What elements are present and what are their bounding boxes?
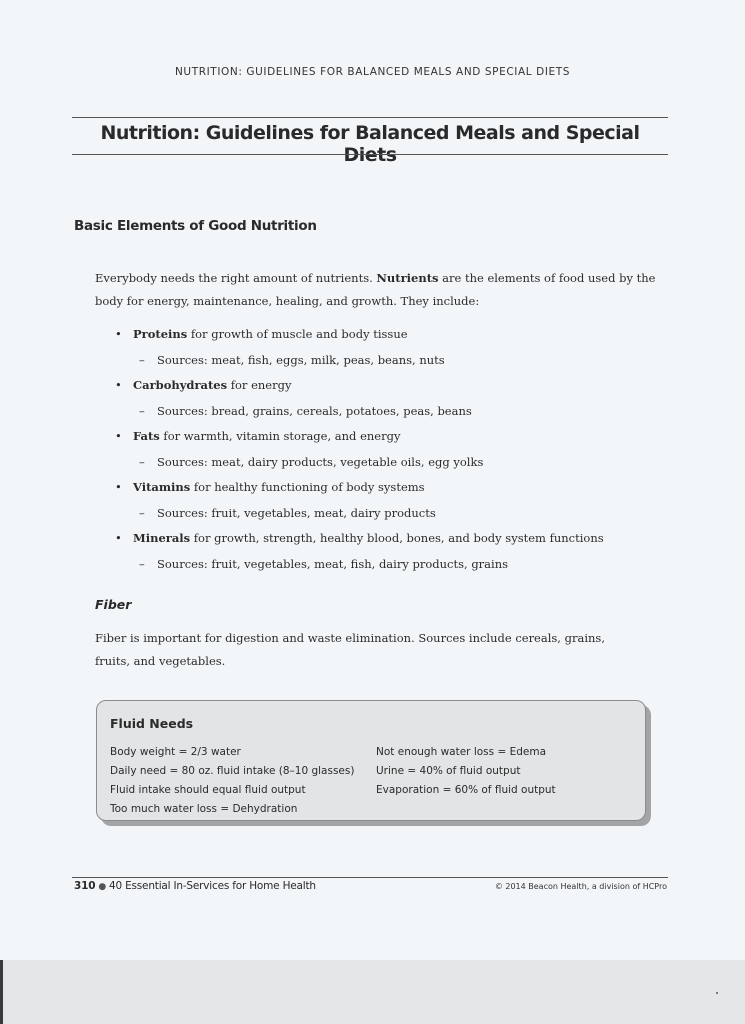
bullet-icon: • — [115, 327, 122, 341]
intro-text-pre: Everybody needs the right amount of nutrients. — [95, 271, 377, 285]
section-heading: Basic Elements of Good Nutrition — [74, 218, 317, 234]
sources-text: Sources: meat, dairy products, vegetable oils, egg yolks — [157, 454, 484, 469]
fluid-fact: Daily need = 80 oz. fluid intake (8–10 glasses) — [110, 765, 355, 777]
fluid-needs-box — [96, 700, 646, 821]
intro-term-nutrients: Nutrients — [376, 271, 439, 285]
sources-text: Sources: meat, fish, eggs, milk, peas, beans, nuts — [157, 352, 445, 367]
footer-book-info — [74, 880, 316, 892]
book-title: 40 Essential In-Services for Home Health — [108, 880, 316, 892]
nutrient-purpose: for warmth, vitamin storage, and energy — [159, 429, 401, 443]
bullet-separator-icon: ● — [98, 882, 106, 892]
sources-text: Sources: fruit, vegetables, meat, dairy products — [157, 505, 436, 520]
scan-edge — [0, 960, 3, 1024]
list-item — [115, 475, 675, 501]
scanner-bed-strip — [0, 960, 745, 1024]
nutrient-sources — [115, 348, 675, 374]
intro-text-post: are the elements of food used by the body for energy, maintenance, healing, and growth. They include: — [95, 271, 656, 308]
nutrient-name: Carbohydrates — [133, 378, 228, 392]
nutrient-name: Proteins — [133, 327, 188, 341]
list-item — [115, 526, 675, 552]
fluid-needs-title: Fluid Needs — [110, 716, 194, 731]
bullet-icon: • — [115, 429, 122, 443]
nutrient-list — [115, 322, 675, 577]
dash-icon: – — [139, 454, 145, 469]
nutrient-purpose: for energy — [227, 378, 292, 392]
nutrient-name: Fats — [133, 429, 160, 443]
fluid-fact: Fluid intake should equal fluid output — [110, 784, 306, 796]
dash-icon: – — [139, 352, 145, 367]
fluid-needs-right-column — [376, 743, 556, 800]
footer-rule — [72, 877, 668, 878]
running-head: NUTRITION: GUIDELINES FOR BALANCED MEALS AND SPECIAL DIETS — [174, 66, 571, 78]
nutrient-purpose: for growth of muscle and body tissue — [187, 327, 408, 341]
nutrient-sources — [115, 501, 675, 527]
copyright-notice: © 2014 Beacon Health, a division of HCPro — [494, 882, 667, 891]
nutrient-purpose: for healthy functioning of body systems — [190, 480, 425, 494]
dash-icon: – — [139, 403, 145, 418]
fluid-fact: Not enough water loss = Edema — [376, 746, 547, 758]
list-item — [115, 424, 675, 450]
dust-speck — [716, 992, 718, 994]
list-item — [115, 373, 675, 399]
fluid-needs-left-column — [110, 743, 354, 819]
fluid-fact: Body weight = 2/3 water — [110, 746, 241, 758]
nutrient-name: Minerals — [133, 531, 191, 545]
list-item — [115, 322, 675, 348]
nutrient-sources — [115, 399, 675, 425]
title-rule-top — [72, 117, 668, 118]
title-rule-bottom — [72, 154, 668, 155]
fiber-heading: Fiber — [95, 597, 132, 612]
page-title: Nutrition: Guidelines for Balanced Meals and Special Diets — [100, 122, 640, 166]
sources-text: Sources: bread, grains, cereals, potatoes, peas, beans — [157, 403, 472, 418]
nutrient-sources — [115, 450, 675, 476]
intro-paragraph — [95, 267, 665, 313]
page-number: 310 — [74, 880, 96, 892]
bullet-icon: • — [115, 378, 122, 392]
sources-text: Sources: fruit, vegetables, meat, fish, dairy products, grains — [157, 556, 509, 571]
nutrient-name: Vitamins — [133, 480, 191, 494]
nutrient-purpose: for growth, strength, healthy blood, bones, and body system functions — [190, 531, 604, 545]
fluid-fact: Evaporation = 60% of fluid output — [376, 784, 556, 796]
nutrient-sources — [115, 552, 675, 578]
fluid-fact: Too much water loss = Dehydration — [110, 803, 298, 815]
fluid-fact: Urine = 40% of fluid output — [376, 765, 521, 777]
dash-icon: – — [139, 505, 145, 520]
fiber-paragraph: Fiber is important for digestion and waste elimination. Sources include cereals, grains, fruits, and vegetables. — [95, 631, 605, 668]
bullet-icon: • — [115, 531, 122, 545]
bullet-icon: • — [115, 480, 122, 494]
dash-icon: – — [139, 556, 145, 571]
